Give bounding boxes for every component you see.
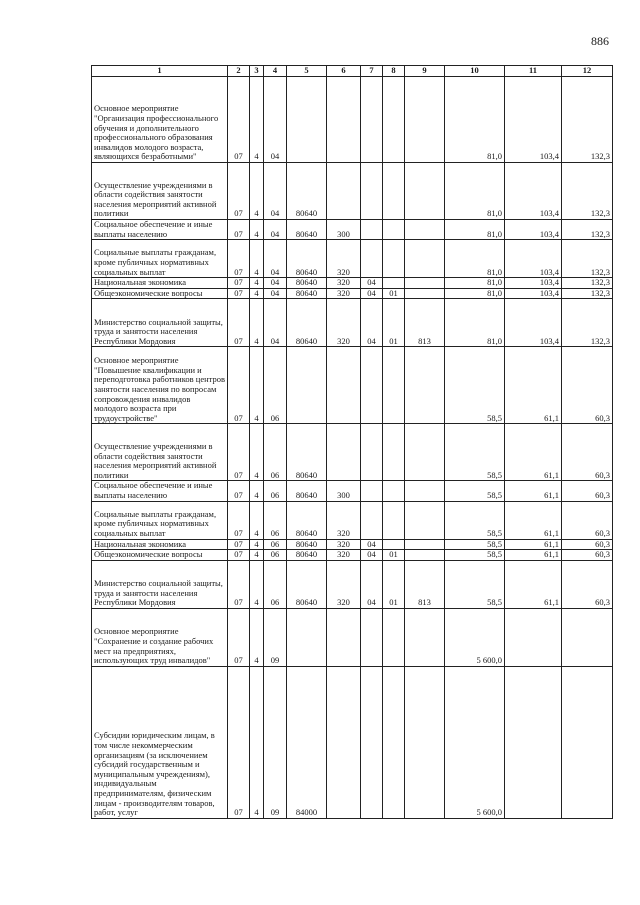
cell-col-5: 80640 [287,220,327,240]
cell-col-10: 81,0 [445,77,505,163]
cell-col-12: 132,3 [562,240,613,278]
cell-col-9: 813 [405,299,445,347]
row-name-cell: Национальная экономика [92,278,228,289]
cell-col-9 [405,539,445,550]
cell-col-6: 320 [327,278,361,289]
cell-col-11: 61,1 [505,347,562,424]
cell-col-5 [287,608,327,666]
cell-col-2: 07 [228,481,250,501]
row-name-cell: Субсидии юридическим лицам, в том числе некоммерческим организациям (за исключением субсидий государственным и муниципальным учреждениям), индивидуальным предпринимателям, физическим лицам - производителям товаров, работ, услуг [92,666,228,818]
cell-col-12: 60,3 [562,550,613,561]
column-header: 1 [92,66,228,77]
cell-col-4: 04 [264,288,287,299]
cell-col-4: 06 [264,424,287,481]
cell-col-3: 4 [250,424,264,481]
cell-col-9 [405,481,445,501]
cell-col-8 [383,539,405,550]
table-row [92,278,613,289]
cell-col-8 [383,666,405,818]
column-header: 3 [250,66,264,77]
cell-col-12 [562,608,613,666]
cell-col-12: 60,3 [562,347,613,424]
cell-col-2: 07 [228,288,250,299]
cell-col-2: 07 [228,550,250,561]
cell-col-3: 4 [250,550,264,561]
cell-col-4: 04 [264,77,287,163]
cell-col-5 [287,347,327,424]
cell-col-12: 60,3 [562,539,613,550]
row-name-cell: Министерство социальной защиты, труда и занятости населения Республики Мордовия [92,299,228,347]
cell-col-7 [361,481,383,501]
cell-col-7 [361,608,383,666]
cell-col-8 [383,481,405,501]
cell-col-12: 132,3 [562,278,613,289]
cell-col-12: 132,3 [562,220,613,240]
cell-col-2: 07 [228,278,250,289]
cell-col-5 [287,77,327,163]
cell-col-7 [361,163,383,220]
cell-col-2: 07 [228,560,250,608]
column-header: 8 [383,66,405,77]
cell-col-4: 06 [264,347,287,424]
cell-col-6 [327,424,361,481]
cell-col-8 [383,77,405,163]
table-body [92,77,613,819]
cell-col-11: 103,4 [505,240,562,278]
cell-col-3: 4 [250,299,264,347]
column-header: 7 [361,66,383,77]
cell-col-4: 04 [264,163,287,220]
cell-col-5: 80640 [287,550,327,561]
cell-col-4: 09 [264,666,287,818]
cell-col-12: 60,3 [562,424,613,481]
column-header: 12 [562,66,613,77]
cell-col-12: 132,3 [562,163,613,220]
table-row [92,220,613,240]
cell-col-8: 01 [383,560,405,608]
cell-col-4: 06 [264,560,287,608]
table-row [92,501,613,539]
cell-col-8 [383,424,405,481]
cell-col-10: 58,5 [445,560,505,608]
cell-col-9 [405,550,445,561]
cell-col-2: 07 [228,77,250,163]
cell-col-2: 07 [228,220,250,240]
cell-col-2: 07 [228,666,250,818]
cell-col-11: 61,1 [505,560,562,608]
cell-col-6 [327,608,361,666]
cell-col-5: 80640 [287,240,327,278]
cell-col-9 [405,288,445,299]
row-name-cell: Социальное обеспечение и иные выплаты населению [92,220,228,240]
cell-col-11: 103,4 [505,288,562,299]
table-row [92,560,613,608]
cell-col-6: 320 [327,560,361,608]
cell-col-4: 04 [264,299,287,347]
table-row [92,666,613,818]
cell-col-3: 4 [250,288,264,299]
cell-col-8 [383,608,405,666]
cell-col-2: 07 [228,608,250,666]
cell-col-5: 80640 [287,539,327,550]
cell-col-6 [327,347,361,424]
header-row [92,66,613,77]
cell-col-3: 4 [250,608,264,666]
row-name-cell: Социальные выплаты гражданам, кроме публичных нормативных социальных выплат [92,501,228,539]
cell-col-5: 80640 [287,501,327,539]
cell-col-5: 80640 [287,424,327,481]
row-name-cell: Министерство социальной защиты, труда и занятости населения Республики Мордовия [92,560,228,608]
cell-col-6 [327,77,361,163]
cell-col-4: 04 [264,278,287,289]
row-name-cell: Социальное обеспечение и иные выплаты населению [92,481,228,501]
table-row [92,163,613,220]
cell-col-9 [405,424,445,481]
cell-col-10: 58,5 [445,424,505,481]
cell-col-11: 103,4 [505,220,562,240]
cell-col-4: 04 [264,240,287,278]
cell-col-11: 61,1 [505,424,562,481]
table-row [92,299,613,347]
row-name-cell: Осуществление учреждениями в области содействия занятости населения мероприятий активной политики [92,163,228,220]
cell-col-8 [383,220,405,240]
budget-table [91,65,613,819]
cell-col-7: 04 [361,550,383,561]
cell-col-5: 80640 [287,278,327,289]
column-header: 2 [228,66,250,77]
cell-col-4: 09 [264,608,287,666]
column-header: 4 [264,66,287,77]
table-row [92,608,613,666]
table-row [92,347,613,424]
row-name-cell: Социальные выплаты гражданам, кроме публичных нормативных социальных выплат [92,240,228,278]
cell-col-3: 4 [250,163,264,220]
cell-col-4: 04 [264,220,287,240]
row-name-cell: Общеэкономические вопросы [92,550,228,561]
cell-col-5: 80640 [287,299,327,347]
cell-col-7 [361,77,383,163]
cell-col-6 [327,163,361,220]
cell-col-7 [361,220,383,240]
cell-col-3: 4 [250,666,264,818]
cell-col-8 [383,278,405,289]
cell-col-12: 132,3 [562,77,613,163]
cell-col-9 [405,347,445,424]
cell-col-11: 103,4 [505,77,562,163]
cell-col-2: 07 [228,299,250,347]
cell-col-3: 4 [250,77,264,163]
cell-col-3: 4 [250,220,264,240]
cell-col-10: 58,5 [445,347,505,424]
cell-col-10: 5 600,0 [445,666,505,818]
row-name-cell: Осуществление учреждениями в области содействия занятости населения мероприятий активной политики [92,424,228,481]
cell-col-8 [383,347,405,424]
cell-col-6: 300 [327,481,361,501]
cell-col-10: 58,5 [445,550,505,561]
table-row [92,550,613,561]
cell-col-6: 300 [327,220,361,240]
cell-col-11: 61,1 [505,501,562,539]
cell-col-5: 80640 [287,288,327,299]
cell-col-6: 320 [327,501,361,539]
column-header: 6 [327,66,361,77]
cell-col-8 [383,501,405,539]
cell-col-7 [361,666,383,818]
cell-col-8: 01 [383,288,405,299]
table-row [92,481,613,501]
cell-col-11 [505,608,562,666]
column-header: 10 [445,66,505,77]
column-header: 9 [405,66,445,77]
cell-col-8 [383,240,405,278]
cell-col-9 [405,220,445,240]
column-header: 5 [287,66,327,77]
cell-col-10: 58,5 [445,501,505,539]
cell-col-3: 4 [250,560,264,608]
cell-col-12: 132,3 [562,288,613,299]
row-name-cell: Национальная экономика [92,539,228,550]
cell-col-9 [405,608,445,666]
cell-col-12: 60,3 [562,501,613,539]
cell-col-2: 07 [228,240,250,278]
cell-col-2: 07 [228,501,250,539]
cell-col-7: 04 [361,278,383,289]
cell-col-8: 01 [383,299,405,347]
cell-col-9 [405,77,445,163]
cell-col-11: 103,4 [505,163,562,220]
cell-col-3: 4 [250,539,264,550]
table-row [92,539,613,550]
row-name-cell: Основное мероприятие "Организация профессионального обучения и дополнительного профессионального образования инвалидов молодого возраста, являющихся безработными" [92,77,228,163]
row-name-cell: Основное мероприятие "Сохранение и создание рабочих мест на предприятиях, использующих труд инвалидов" [92,608,228,666]
table-row [92,240,613,278]
cell-col-11 [505,666,562,818]
cell-col-6: 320 [327,240,361,278]
cell-col-4: 06 [264,550,287,561]
cell-col-11: 61,1 [505,550,562,561]
row-name-cell: Общеэкономические вопросы [92,288,228,299]
cell-col-4: 06 [264,481,287,501]
cell-col-10: 81,0 [445,220,505,240]
column-header: 11 [505,66,562,77]
cell-col-10: 81,0 [445,278,505,289]
cell-col-12: 132,3 [562,299,613,347]
cell-col-3: 4 [250,347,264,424]
cell-col-7 [361,347,383,424]
cell-col-3: 4 [250,481,264,501]
cell-col-7 [361,501,383,539]
cell-col-7 [361,424,383,481]
cell-col-2: 07 [228,163,250,220]
cell-col-10: 81,0 [445,240,505,278]
cell-col-2: 07 [228,424,250,481]
cell-col-10: 5 600,0 [445,608,505,666]
cell-col-10: 81,0 [445,299,505,347]
cell-col-10: 81,0 [445,163,505,220]
cell-col-9 [405,240,445,278]
cell-col-12 [562,666,613,818]
page-number: 886 [591,34,609,48]
cell-col-7: 04 [361,288,383,299]
cell-col-7: 04 [361,539,383,550]
cell-col-2: 07 [228,347,250,424]
cell-col-3: 4 [250,501,264,539]
cell-col-7: 04 [361,299,383,347]
table-row [92,424,613,481]
cell-col-11: 103,4 [505,278,562,289]
cell-col-5: 84000 [287,666,327,818]
cell-col-7 [361,240,383,278]
cell-col-2: 07 [228,539,250,550]
cell-col-7: 04 [361,560,383,608]
cell-col-4: 06 [264,501,287,539]
cell-col-5: 80640 [287,163,327,220]
table-row [92,77,613,163]
cell-col-3: 4 [250,278,264,289]
cell-col-12: 60,3 [562,481,613,501]
cell-col-10: 58,5 [445,539,505,550]
cell-col-8 [383,163,405,220]
cell-col-6: 320 [327,539,361,550]
cell-col-9 [405,666,445,818]
cell-col-5: 80640 [287,481,327,501]
cell-col-9: 813 [405,560,445,608]
cell-col-6: 320 [327,550,361,561]
cell-col-11: 61,1 [505,539,562,550]
row-name-cell: Основное мероприятие "Повышение квалификации и переподготовка работников центров занятости населения по вопросам сопровождения инвалидов молодого возраста при трудоустройстве" [92,347,228,424]
cell-col-3: 4 [250,240,264,278]
cell-col-11: 103,4 [505,299,562,347]
cell-col-10: 58,5 [445,481,505,501]
cell-col-8: 01 [383,550,405,561]
cell-col-9 [405,163,445,220]
table-row [92,288,613,299]
cell-col-5: 80640 [287,560,327,608]
cell-col-9 [405,501,445,539]
cell-col-10: 81,0 [445,288,505,299]
cell-col-11: 61,1 [505,481,562,501]
cell-col-4: 06 [264,539,287,550]
cell-col-9 [405,278,445,289]
cell-col-6: 320 [327,288,361,299]
cell-col-6: 320 [327,299,361,347]
cell-col-6 [327,666,361,818]
cell-col-12: 60,3 [562,560,613,608]
